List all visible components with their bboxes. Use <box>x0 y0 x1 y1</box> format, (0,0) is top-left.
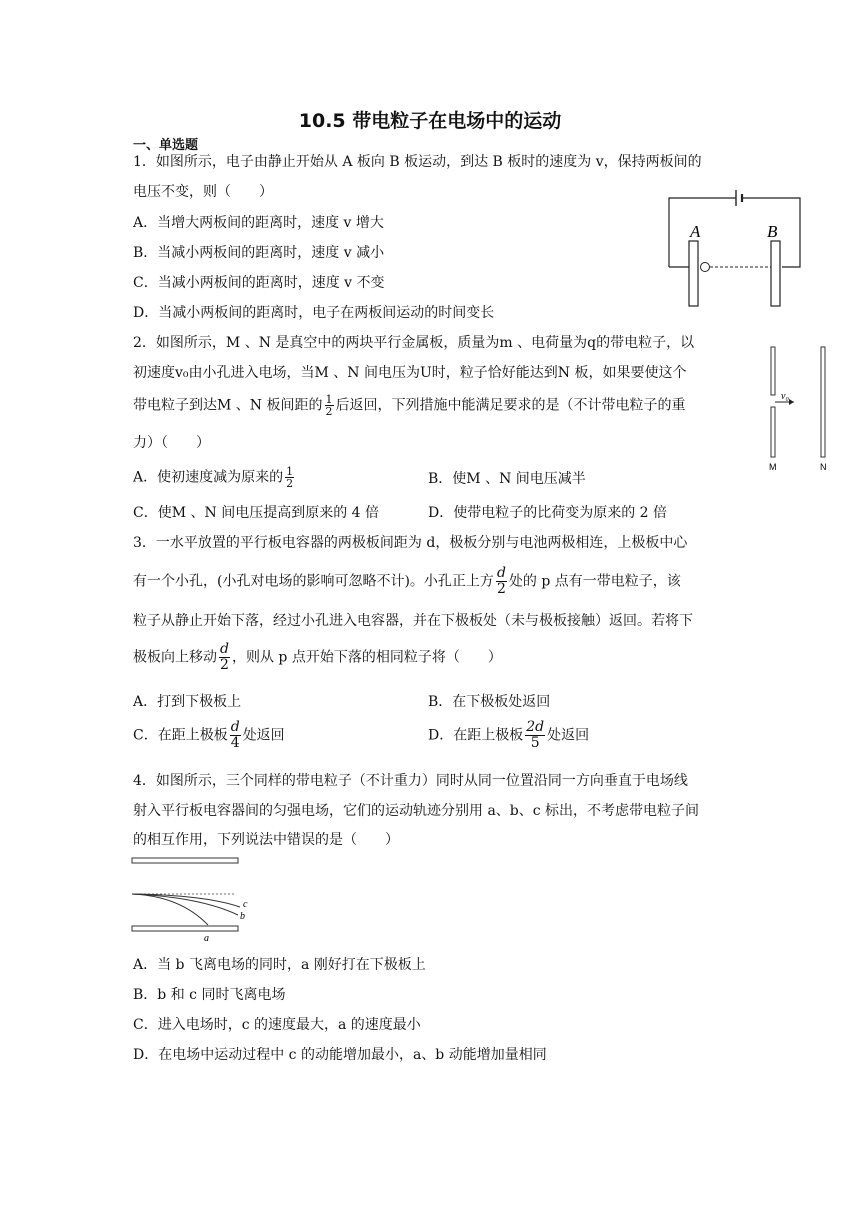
q4-stem-line1: 4．如图所示，三个同样的带电粒子（不计重力）同时从同一位置沿同一方向垂直于电场线 <box>133 773 688 789</box>
q1-circuit-figure <box>664 186 804 310</box>
q3-option-d: D．在距上极板 $\frac{2d}{5}$ 处返回 <box>428 719 590 751</box>
q1-stem-line2: 电压不变，则（ ） <box>133 184 273 200</box>
q1-stem-line1: 1．如图所示，电子由静止开始从 A 板向 B 板运动，到达 B 板时的速度为 v，保持两板间的 <box>133 154 702 170</box>
q2-fig-v0: v₀ <box>781 391 789 402</box>
q2-option-d: D．使带电粒子的比荷变为原来的 2 倍 <box>428 505 668 521</box>
q2-option-c: C．使M 、N 间电压提高到原来的 4 倍 <box>133 505 380 521</box>
q2-fig-m: M <box>769 462 777 472</box>
q2-option-a: A．使初速度减为原来的 $\frac{1}{2}$ <box>133 465 294 490</box>
q3-option-a: A．打到下极板上 <box>133 694 242 710</box>
q4-option-a: A．当 b 飞离电场的同时，a 刚好打在下极板上 <box>133 957 426 973</box>
q3-stem-line1: 3．一水平放置的平行板电容器的两极板间距为 d，极板分别与电池两极相连，上极板中心 <box>133 535 688 551</box>
q1-option-c: C．当减小两板间的距离时，速度 v 不变 <box>133 275 385 291</box>
q4-option-b: B．b 和 c 同时飞离电场 <box>133 987 286 1003</box>
q1-option-b: B．当减小两板间的距离时，速度 v 减小 <box>133 245 385 261</box>
q4-option-d: D．在电场中运动过程中 c 的动能增加最小，a、b 动能增加量相同 <box>133 1047 547 1063</box>
q1-fig-label-a: A <box>690 222 701 241</box>
q3-option-b: B．在下极板处返回 <box>428 694 551 710</box>
q4-stem-line3: 的相互作用，下列说法中错误的是（ ） <box>133 832 399 848</box>
q2-stem-line1: 2．如图所示，M 、N 是真空中的两块平行金属板，质量为m 、电荷量为q的带电粒子，以 <box>133 335 695 351</box>
q2-stem-line3: 带电粒子到达M 、N 板间距的 $\frac{1}{2}$ 后返回，下列措施中能满足要求的是（不计带电粒子的重 <box>133 393 686 418</box>
q4-stem-line2: 射入平行板电容器间的匀强电场，它们的运动轨迹分别用 a、b、c 标出，不考虑带电粒子间 <box>133 803 700 819</box>
q3-stem-line3: 粒子从静止开始下落，经过小孔进入电容器，并在下极板处（未与极板接触）返回。若将下 <box>133 613 693 629</box>
q2-plates-figure <box>764 345 834 475</box>
q2-stem-line4: 力）（ ） <box>133 435 210 451</box>
q1-option-d: D．当减小两板间的距离时，电子在两板间运动的时间变长 <box>133 305 495 321</box>
q4-fig-a: a <box>204 933 209 944</box>
page-title: 10.5 带电粒子在电场中的运动 <box>298 110 562 132</box>
q2-fig-n: N <box>820 462 827 472</box>
q3-stem-line2: 有一个小孔，(小孔对电场的影响可忽略不计)。小孔正上方 $\frac{d}{2}$ 处的 p 点有一带电粒子，该 <box>133 565 681 597</box>
q4-fig-c: c <box>243 899 248 910</box>
q1-option-a: A．当增大两板间的距离时，速度 v 增大 <box>133 215 384 231</box>
q2-stem-line2: 初速度v₀由小孔进入电场，当M 、N 间电压为U时，粒子恰好能达到N 板，如果要使这个 <box>133 365 687 381</box>
q4-option-c: C．进入电场时，c 的速度最大，a 的速度最小 <box>133 1017 421 1033</box>
q3-option-c: C．在距上极板 $\frac{d}{4}$ 处返回 <box>133 719 285 751</box>
section-heading: 一、单选题 <box>133 138 199 153</box>
q3-stem-line4: 极板向上移动 $\frac{d}{2}$ ，则从 p 点开始下落的相同粒子将（ ） <box>133 641 502 673</box>
q4-fig-b: b <box>240 911 245 922</box>
q2-option-b: B．使M 、N 间电压减半 <box>428 471 586 487</box>
q1-fig-label-b: B <box>767 222 778 241</box>
q4-trajectory-figure <box>130 854 255 944</box>
